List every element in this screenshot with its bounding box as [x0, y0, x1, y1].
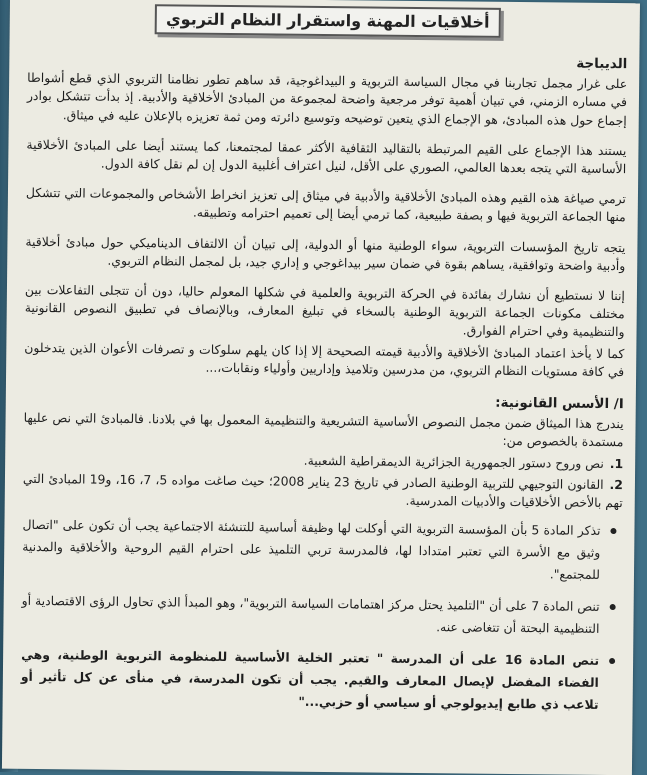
item-number: 2.: [609, 476, 624, 493]
numbered-item: [23, 449, 623, 473]
bullet-icon: [609, 658, 615, 664]
preamble-paragraph: على غرار مجمل تجاربنا في مجال السياسة التربوية و البيداغوجية، قد ساهم تطور نظامنا التربوي الذي قطع أشواطا في مساره الزمني، في تبيان أهمية توفر مرجعية واضحة لمجموعة من المبادئ الأخلاقية والأدبية. إذ بدأت تتشكل بوادر إجماع حول هذه المبادئ، هو الإجماع الذي يتعين توضيحه وتوسيع دائرته ومن ثمة تعزيزه بالإعلان عليه في ميثاق.: [26, 70, 628, 128]
article-bullet: [21, 644, 600, 716]
item-text: نص وروح دستور الجمهورية الجزائرية الديمقراطية الشعبية.: [303, 452, 604, 471]
bullet-icon: [610, 528, 616, 534]
bullet-text: تنص المادة 7 على أن "التلميذ يحتل مركز اهتمامات السياسة التربوية"، وهو المبدأ الذي تحاول الرؤى الاقتصادية أو التنظيمية البحتة أن تتغاضى عنه.: [21, 593, 600, 637]
bullet-text: تنص المادة 16 على أن المدرسة " تعتبر الخلية الأساسية للمنظومة التربوية الوطنية، وهي الفضاء المفضل لإيصال المعارف والقيم. يجب أن تكون المدرسة، في منأى عن كل تأثير أو تلاعب ذي طابع إيديولوجي أو سياسي أو حزبي...": [20, 647, 600, 713]
bullet-text: تذكر المادة 5 بأن المؤسسة التربوية التي أوكلت لها وظيفة أساسية للتنشئة الاجتماعية يجب أن تكون على "اتصال وثيق مع الأسرة التي تعتبر امتدادا لها، فالمدرسة تربي التلميذ على احترام القيم الروحية والأخلاقية والمدنية للمجتمع".: [22, 517, 601, 583]
preamble-paragraph: كما لا يأخذ اعتماد المبادئ الأخلاقية والأدبية قيمته الصحيحة إلا إذا كان يلهم سلوكات و تصرفات الأعوان الذين يتدخلون في كافة مستويات النظام التربوي، من مدرسين وتلاميذ وإداريين وأولياء ونقابات،...: [24, 339, 625, 379]
article-bullet: [22, 514, 601, 586]
document-title: أخلاقيات المهنة واستقرار النظام التربوي: [155, 4, 501, 38]
item-text: القانون التوجيهي للتربية الوطنية الصادر في تاريخ 23 يناير 2008؛ حيث صاغت مواده 5، 7، 16، و19 المبادئ التي تهم بالأخص الأخلاقيات والأدبيات المدرسية.: [22, 470, 623, 511]
item-number: 1.: [609, 455, 624, 471]
preamble-paragraph: يتجه تاريخ المؤسسات التربوية، سواء الوطنية منها أو الدولية، إلى تبيان أن الالتفاف الديناميكي حول مبادئ أخلاقية وأدبية واضحة وتوافقية، يساهم بقوة في ضمان سير بيداغوجي و إداري جيد، بل لمجمل النظام التربوي.: [25, 233, 626, 273]
preamble-paragraph: ترمي صياغة هذه القيم وهذه المبادئ الأخلاقية والأدبية في ميثاق إلى تعزيز انخراط الأشخاص والمجموعات التي تتشكل منها الجماعة التربوية فيها و بصفة طبيعية، كما ترمي أيضا إلى تعميم احترامه وتطبيقه.: [25, 185, 627, 225]
document-body: [20, 49, 627, 727]
document-page: [2, 0, 640, 775]
article-bullet: [21, 590, 599, 640]
legal-basis-heading: I/ الأسس القانونية:: [495, 394, 624, 413]
preamble-paragraph: إننا لا نستطيع أن نشارك بفائدة في الحركة التربوية والعلمية في شكلها المعولم حاليا، دون أن تتجلى التفاعلات بين مختلف مكونات الجماعة التربوية الوطنية بالسخاء في تبليغ المعارف، وبالإنصاف في تطبيق النصوص القانونية والتنظيمية وفي احترام الفوارق.: [24, 281, 625, 340]
preamble-paragraph: يستند هذا الإجماع على القيم المرتبطة بالتقاليد الثقافية الأكثر عمقا لمجتمعنا، كما يستند أيضا على المبادئ الأخلاقية الأساسية التي يتجه بعدها العالمي، الصوري على الأقل، لنيل اعتراف أغلبية الدول إن لم نقل كافة الدول.: [26, 136, 627, 177]
legal-basis-intro: يندرج هذا الميثاق ضمن مجمل النصوص الأساسية التشريعية والتنظيمية المعمول بها في بلادنا. فالمبادئ التي نص عليها مستمدة بالخصوص من:: [23, 410, 624, 450]
preamble-heading: الديباجة: [576, 55, 628, 73]
bullet-icon: [610, 604, 616, 610]
numbered-item: [23, 470, 623, 513]
